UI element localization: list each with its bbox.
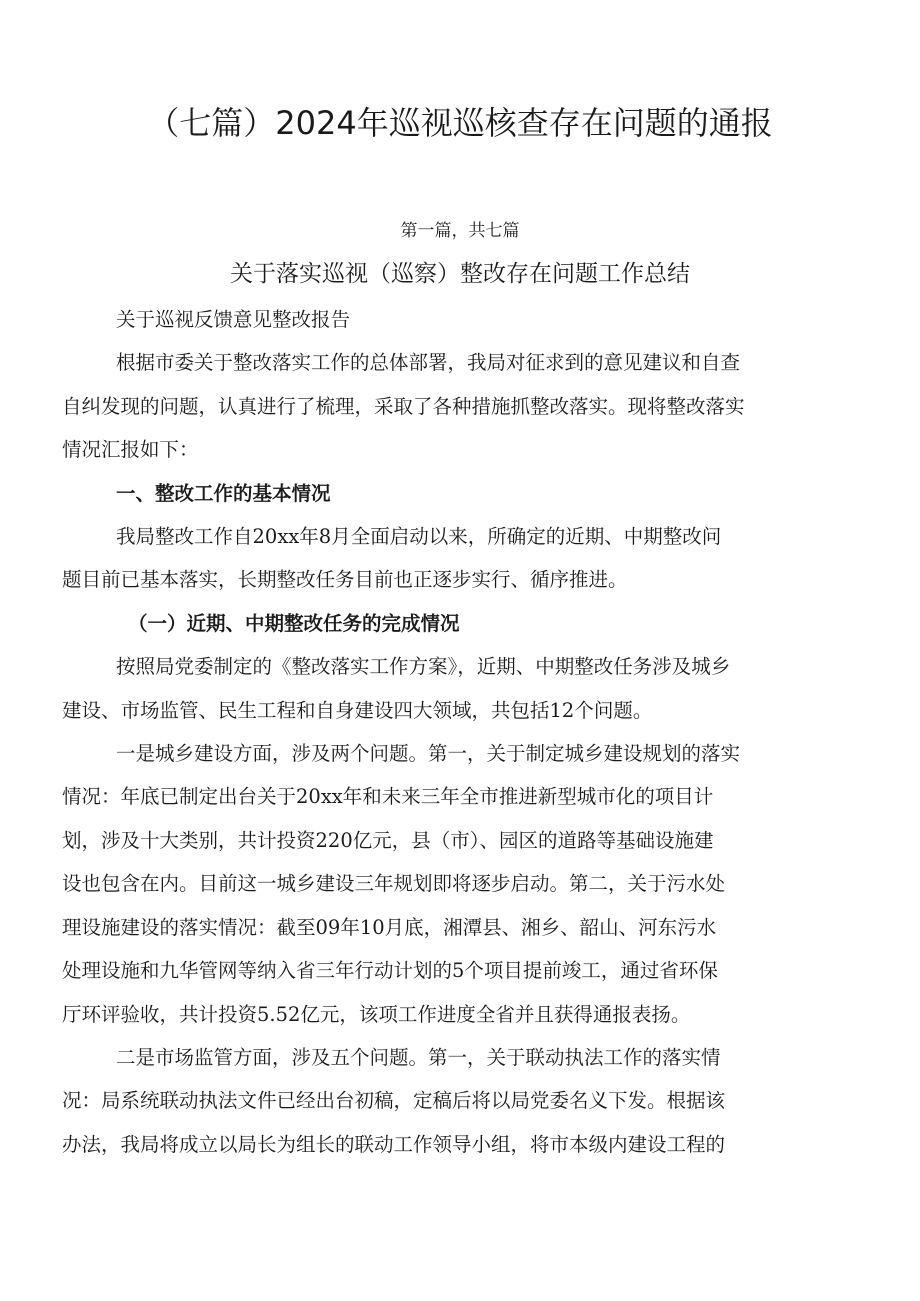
paragraph-line: 题目前已基本落实，长期整改任务目前也正逐步实行、循序推进。 xyxy=(62,568,628,592)
paragraph-line: 按照局党委制定的《整改落实工作方案》，近期、中期整改任务涉及城乡 xyxy=(116,655,731,679)
paragraph-line: 我局整改工作自20xx年8月全面启动以来，所确定的近期、中期整改问 xyxy=(116,525,722,549)
paragraph-line: 建设、市场监管、民生工程和自身建设四大领域，共包括12个问题。 xyxy=(62,698,653,722)
paragraph-line: 办法，我局将成立以局长为组长的联动工作领导小组，将市本级内建设工程的 xyxy=(62,1132,726,1156)
section-heading-line: 一、整改工作的基本情况 xyxy=(116,481,331,505)
paragraph-line: 自纠发现的问题，认真进行了梳理，采取了各种措施抓整改落实。现将整改落实 xyxy=(62,394,745,418)
paragraph-line: 关于巡视反馈意见整改报告 xyxy=(116,308,351,331)
paragraph-line: 处理设施和九华管网等纳入省三年行动计划的5个项目提前竣工，通过省环保 xyxy=(62,959,718,983)
paragraph-line: 况：局系统联动执法文件已经出台初稿，定稿后将以局党委名义下发。根据该 xyxy=(62,1089,726,1113)
paragraph-line: 理设施建设的落实情况：截至09年10月底，湘潭县、湘乡、韶山、河东污水 xyxy=(62,915,717,939)
paragraph-line: 二是市场监管方面，涉及五个问题。第一，关于联动执法工作的落实情 xyxy=(116,1045,721,1069)
paragraph-line: 根据市委关于整改落实工作的总体部署，我局对征求到的意见建议和自查 xyxy=(116,351,741,375)
part-indicator: 第一篇，共七篇 xyxy=(400,221,520,241)
paragraph-line: 设也包含在内。目前这一城乡建设三年规划即将逐步启动。第二，关于污水处 xyxy=(62,872,726,896)
paragraph-line: 厅环评验收，共计投资5.52亿元，该项工作进度全省并且获得通报表扬。 xyxy=(62,1002,691,1026)
paragraph-line: 划，涉及十大类别，共计投资220亿元，县（市）、园区的道路等基础设施建 xyxy=(62,828,714,852)
paragraph-line: 一是城乡建设方面，涉及两个问题。第一，关于制定城乡建设规划的落实 xyxy=(116,742,741,766)
paragraph-line: 情况汇报如下： xyxy=(62,438,199,462)
subsection-heading-line: （一）近期、中期整改任务的完成情况 xyxy=(128,611,460,635)
paragraph-line: 情况：年底已制定出台关于20xx年和未来三年全市推进新型城市化的项目计 xyxy=(62,785,714,809)
document-title: （七篇）2024年巡视巡核查存在问题的通报 xyxy=(147,104,773,142)
section-heading: 关于落实巡视（巡察）整改存在问题工作总结 xyxy=(230,261,690,287)
document-body xyxy=(62,298,858,1166)
